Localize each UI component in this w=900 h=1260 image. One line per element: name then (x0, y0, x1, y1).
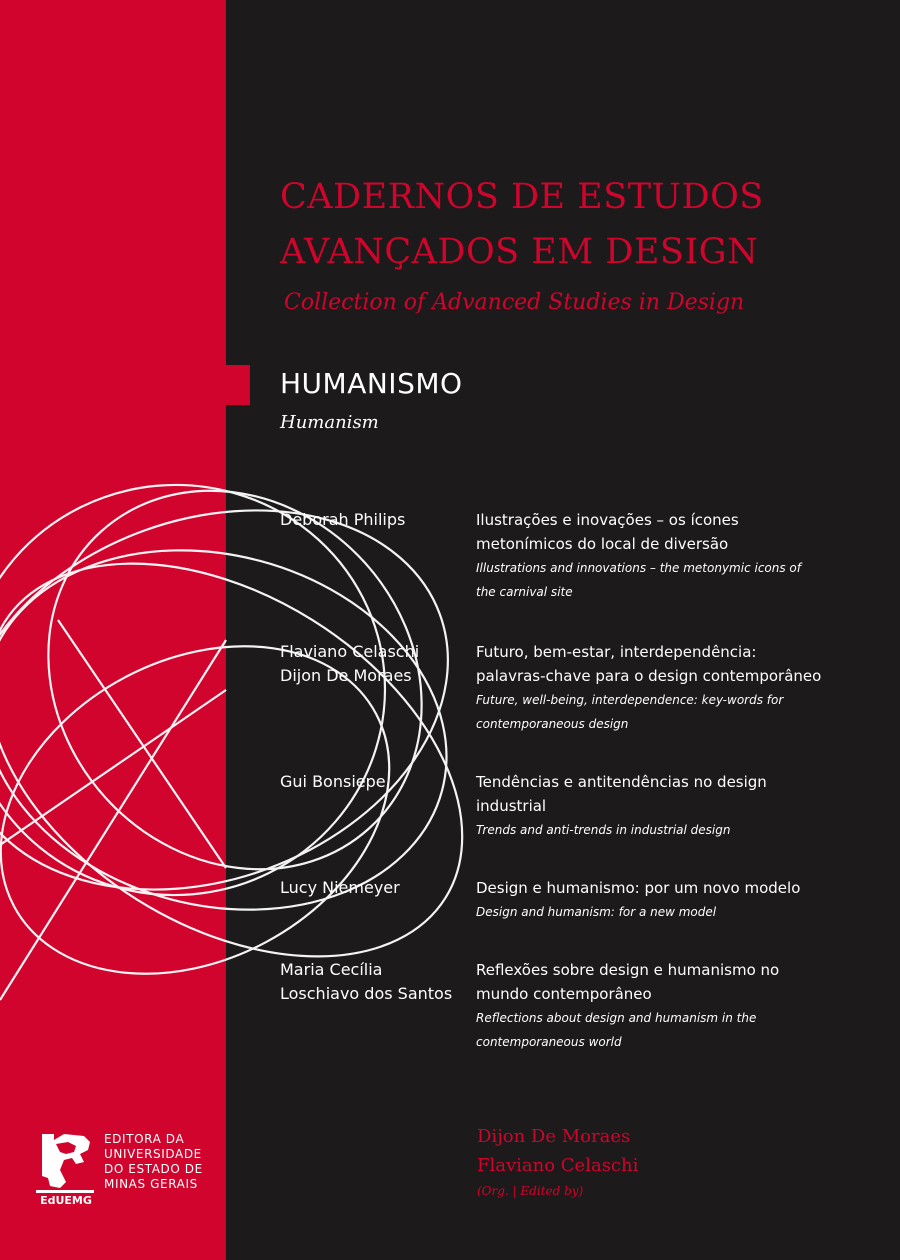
title-pt-line: metonímicos do local de diversão (476, 535, 729, 553)
entry-titles (476, 640, 826, 736)
title-en-line: Reflections about design and humanism in the (476, 1011, 757, 1025)
title-en-line: Trends and anti-trends in industrial design (476, 823, 731, 837)
title-portuguese (476, 958, 826, 1006)
entry-titles (476, 508, 826, 604)
eduemg-logo-icon (34, 1130, 98, 1206)
title-pt-line: Ilustrações e inovações – os ícones (476, 511, 739, 529)
title-en-line: Illustrations and innovations – the metonymic icons of (476, 561, 801, 575)
editor-name: Flaviano Celaschi (477, 1155, 639, 1176)
title-en-line: Design and humanism: for a new model (476, 905, 717, 919)
entry-authors (280, 770, 465, 794)
title-portuguese (476, 876, 826, 900)
publisher-block (34, 1130, 224, 1210)
series-title (280, 170, 880, 280)
title-english (476, 818, 826, 842)
title-english (476, 1006, 826, 1054)
title-pt-line: mundo contemporâneo (476, 985, 652, 1003)
author-name: Flaviano Celaschi (280, 642, 420, 661)
title-pt-line: industrial (476, 797, 547, 815)
author-name: Dijon De Moraes (280, 666, 412, 685)
publisher-name (104, 1132, 224, 1192)
logo-text: EdUEMG (40, 1194, 92, 1206)
author-name: Lucy Niemeyer (280, 878, 400, 897)
entry-titles (476, 876, 826, 924)
publisher-name-line: UNIVERSIDADE (104, 1147, 202, 1161)
title-portuguese (476, 508, 826, 556)
title-en-line: contemporaneous design (476, 717, 629, 731)
title-pt-line: Design e humanismo: por um novo modelo (476, 879, 801, 897)
title-pt-line: Futuro, bem-estar, interdependência: (476, 643, 757, 661)
title-english (476, 556, 826, 604)
title-portuguese (476, 640, 826, 688)
title-pt-line: Tendências e antitendências no design (476, 773, 767, 791)
volume-title: HUMANISMO (280, 367, 463, 400)
entry-authors (280, 958, 465, 1006)
title-en-line: contemporaneous world (476, 1035, 622, 1049)
title-english (476, 900, 826, 924)
editors-block (477, 1122, 777, 1202)
entry-titles (476, 770, 826, 842)
author-name: Gui Bonsiepe (280, 772, 386, 791)
title-pt-line: palavras-chave para o design contemporâneo (476, 667, 822, 685)
title-pt-line: Reflexões sobre design e humanismo no (476, 961, 780, 979)
series-title-line-2: AVANÇADOS EM DESIGN (280, 232, 759, 272)
red-side-band (0, 0, 226, 1260)
title-english (476, 688, 826, 736)
editor-role: (Org. | Edited by) (477, 1184, 584, 1198)
entry-authors (280, 640, 465, 688)
author-name: Maria Cecília (280, 960, 383, 979)
volume-subtitle: Humanism (280, 412, 379, 433)
section-tab-marker (226, 365, 250, 405)
publisher-name-line: DO ESTADO DE (104, 1162, 203, 1176)
publisher-name-line: EDITORA DA (104, 1132, 185, 1146)
entry-authors (280, 876, 465, 900)
author-name: Loschiavo dos Santos (280, 984, 453, 1003)
series-title-line-1: CADERNOS DE ESTUDOS (280, 177, 764, 217)
series-subtitle: Collection of Advanced Studies in Design (284, 290, 745, 315)
entry-titles (476, 958, 826, 1054)
author-name: Deborah Philips (280, 510, 406, 529)
title-portuguese (476, 770, 826, 818)
entry-authors (280, 508, 465, 532)
editor-name: Dijon De Moraes (477, 1126, 631, 1147)
title-en-line: the carnival site (476, 585, 573, 599)
publisher-name-line: MINAS GERAIS (104, 1177, 198, 1191)
title-en-line: Future, well-being, interdependence: key-words for (476, 693, 784, 707)
